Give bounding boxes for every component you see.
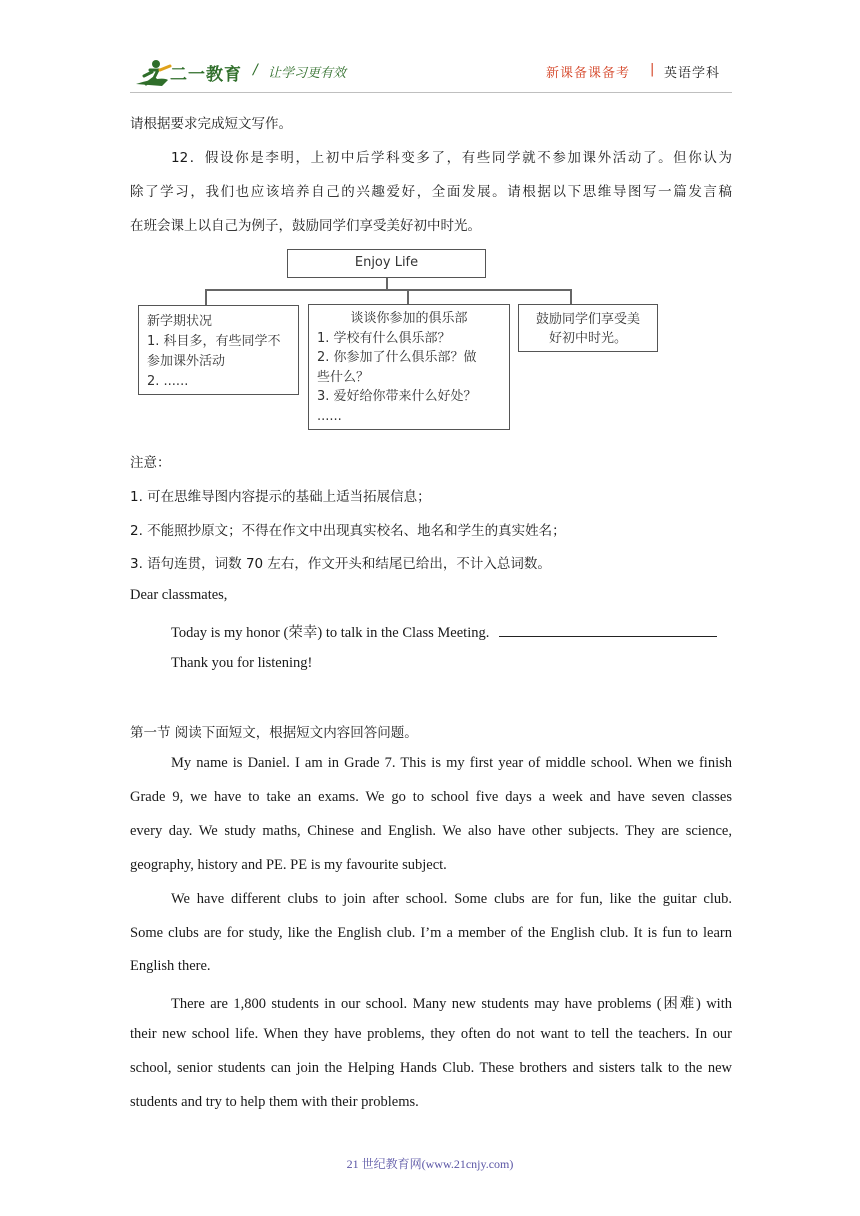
mindmap-middle-line: ......	[317, 408, 342, 424]
q12-line-2: 除了学习，我们也应该培养自己的兴趣爱好，全面发展。请根据以下思维导图写一篇发言稿	[130, 184, 732, 200]
mindmap-right-line: 鼓励同学们享受美	[535, 312, 640, 327]
mindmap-left-box	[138, 305, 299, 395]
header-course-label: 新课备课备考	[546, 66, 631, 81]
section-heading: 第一节 阅读下面短文，根据短文内容回答问题。	[130, 725, 418, 741]
header-separator: |	[650, 62, 655, 77]
logo-text: 二一教育	[170, 65, 242, 85]
q12-line-1: 12．假设你是李明，上初中后学科变多了，有些同学就不参加课外活动了。但你认为	[171, 150, 732, 166]
mindmap-middle-line: 1. 学校有什么俱乐部？	[317, 330, 451, 346]
q12-line-3: 在班会课上以自己为例子，鼓励同学们享受美好初中时光。	[130, 218, 481, 234]
passage-line: geography, history and PE. PE is my favourite subject.	[130, 857, 447, 873]
header-divider	[130, 92, 732, 93]
mindmap-middle-line: 2. 你参加了什么俱乐部？做	[317, 350, 477, 365]
passage-line: There are 1,800 students in our school. Many new students may have problems (困难) with	[171, 996, 732, 1012]
mindmap-root-box	[287, 249, 486, 278]
mindmap-right-box	[518, 304, 658, 352]
notes-title: 注意：	[130, 455, 171, 471]
mindmap-connector	[407, 289, 409, 304]
mindmap-middle-box	[308, 304, 510, 430]
mindmap-left-title: 新学期状况	[147, 314, 213, 329]
note-item: 2. 不能照抄原文；不得在作文中出现真实校名、地名和学生的真实姓名；	[130, 523, 566, 539]
passage-line: We have different clubs to join after school. Some clubs are for fun, like the guitar club.	[171, 891, 732, 907]
letter-greeting: Dear classmates,	[130, 587, 228, 603]
passage-line: Some clubs are for study, like the English club. I’m a member of the English club. It is fun to learn	[130, 925, 732, 941]
note-item: 3. 语句连贯，词数 70 左右，作文开头和结尾已给出，不计入总词数。	[130, 556, 551, 572]
passage-line: students and try to help them with their problems.	[130, 1094, 419, 1110]
mindmap-left-line: 参加课外活动	[147, 354, 226, 369]
mindmap-middle-line: 些什么？	[317, 369, 370, 385]
mindmap-middle-line: 3. 爱好给你带来什么好处？	[317, 389, 477, 404]
passage-line: Grade 9, we have to take an exams. We go to school five days a week and have seven classes	[130, 789, 732, 805]
mindmap-connector	[386, 278, 388, 289]
passage-line: My name is Daniel. I am in Grade 7. This is my first year of middle school. When we finish	[171, 755, 732, 771]
note-item: 1. 可在思维导图内容提示的基础上适当拓展信息；	[130, 489, 431, 505]
mindmap-left-line: 2. ......	[147, 374, 189, 389]
header-subject: 英语学科	[664, 66, 721, 81]
passage-line: English there.	[130, 958, 211, 974]
letter-opening: Today is my honor (荣幸) to talk in the Class Meeting.	[171, 625, 490, 641]
mindmap-middle-title: 谈谈你参加的俱乐部	[350, 311, 468, 326]
header-slash: /	[253, 62, 258, 78]
letter-opening-row	[171, 621, 717, 642]
mindmap-left-line: 1. 科目多，有些同学不	[147, 334, 281, 349]
page-footer-link[interactable]: 21 世纪教育网(www.21cnjy.com)	[346, 1157, 514, 1171]
passage-line: school, senior students can join the Helping Hands Club. These brothers and sisters talk to the new	[130, 1060, 732, 1076]
mindmap-right-line: 好初中时光。	[548, 331, 627, 346]
header-slogan: 让学习更有效	[268, 66, 347, 81]
mindmap-root-label: Enjoy Life	[354, 255, 419, 270]
passage-line: every day. We study maths, Chinese and English. We also have other subjects. They are science,	[130, 823, 732, 839]
mindmap-connector	[205, 289, 207, 305]
mindmap-connector	[570, 289, 572, 304]
passage-line: their new school life. When they have problems, they often do not want to tell the teachers. In our	[130, 1026, 732, 1042]
mindmap-connector	[205, 289, 571, 291]
intro-instruction: 请根据要求完成短文写作。	[130, 116, 292, 132]
answer-blank[interactable]	[499, 622, 717, 637]
letter-closing: Thank you for listening!	[171, 655, 313, 671]
